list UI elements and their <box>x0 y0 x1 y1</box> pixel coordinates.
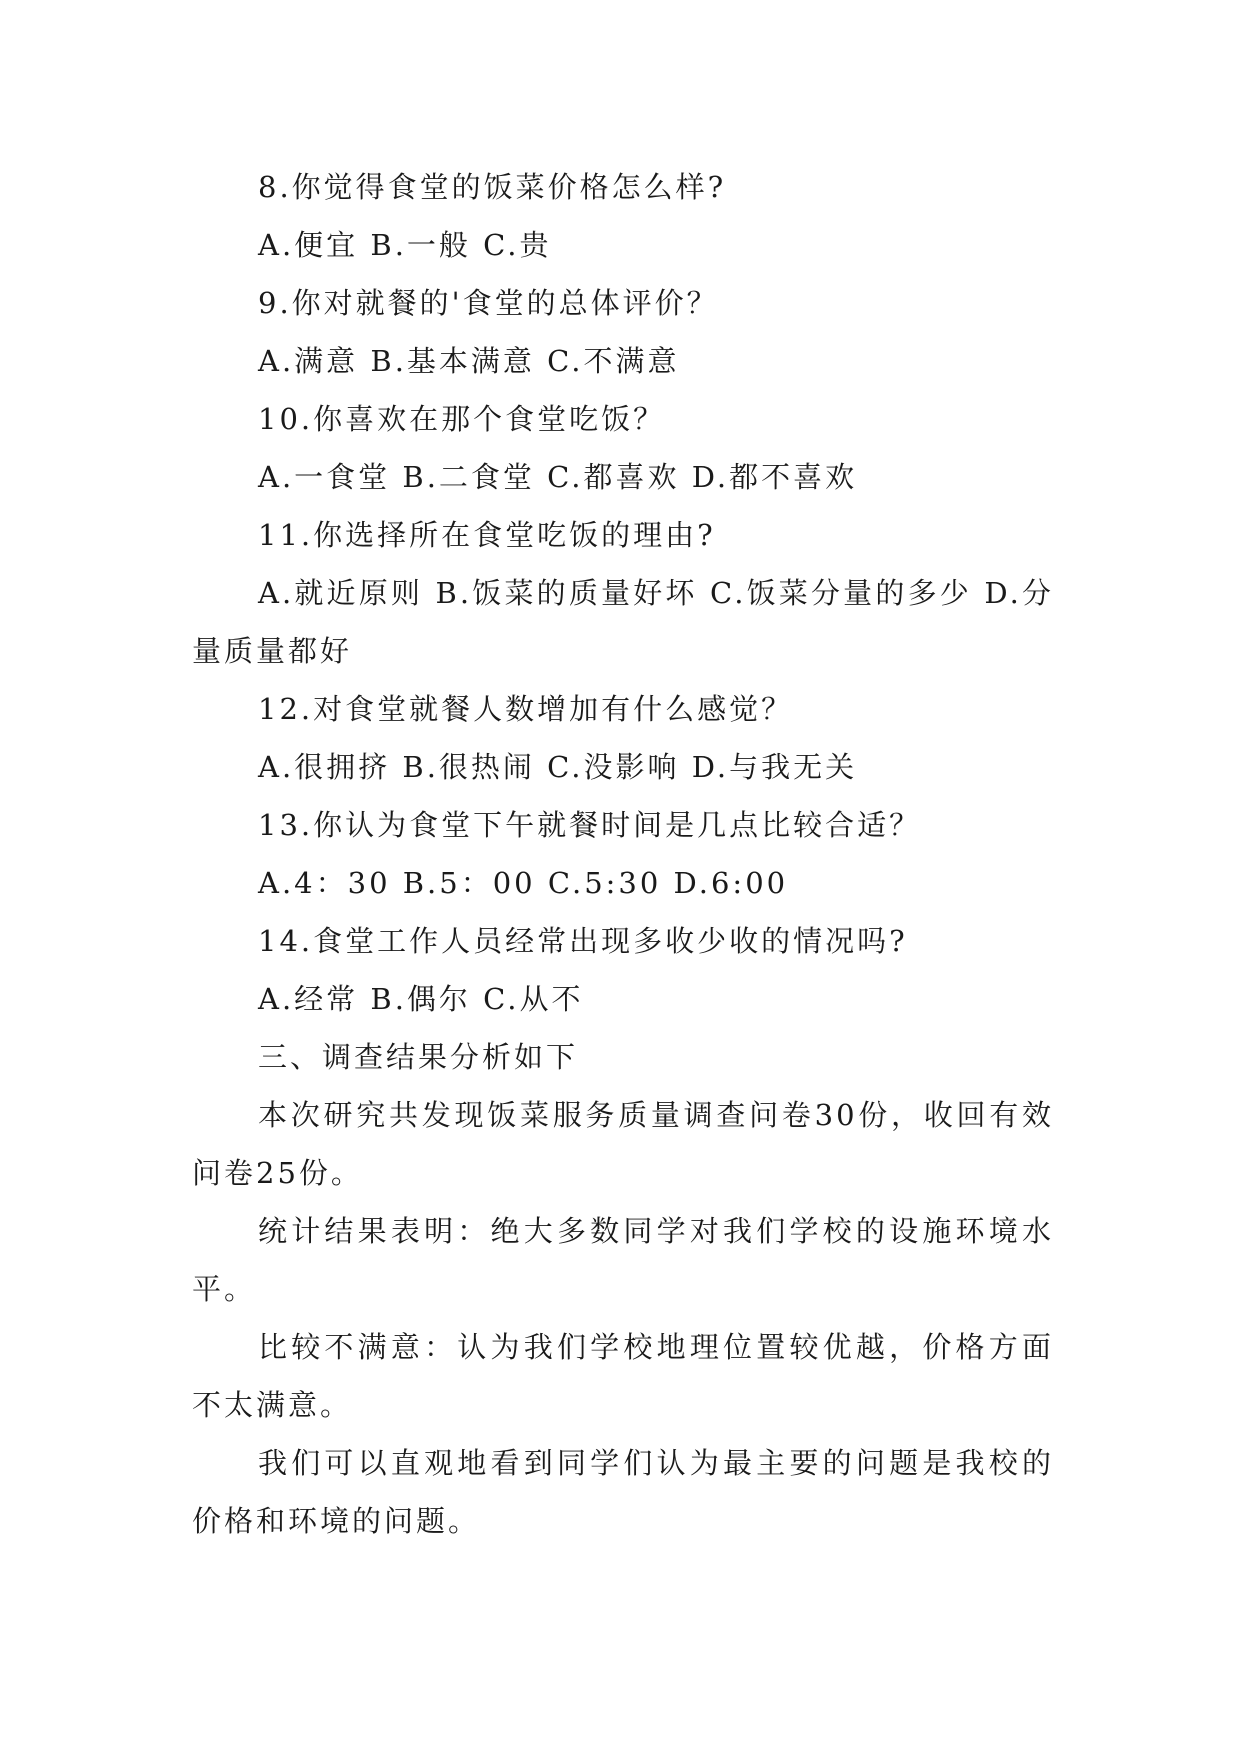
question-8-options: A.便宜 B.一般 C.贵 <box>258 228 552 262</box>
analysis-paragraph: 统计结果表明：绝大多数同学对我们学校的设施环境水平。 <box>192 1214 1054 1306</box>
question-12-options: A.很拥挤 B.很热闹 C.没影响 D.与我无关 <box>258 750 858 784</box>
question-12: 12.对食堂就餐人数增加有什么感觉？ <box>258 692 794 726</box>
question-13-options: A.4：30 B.5：00 C.5:30 D.6:00 <box>258 866 789 900</box>
analysis-paragraph: 我们可以直观地看到同学们认为最主要的问题是我校的价格和环境的问题。 <box>192 1446 1054 1538</box>
section-heading: 三、调查结果分析如下 <box>258 1040 579 1074</box>
question-13: 13.你认为食堂下午就餐时间是几点比较合适？ <box>258 808 922 842</box>
question-9-options: A.满意 B.基本满意 C.不满意 <box>258 344 680 378</box>
analysis-paragraph: 本次研究共发现饭菜服务质量调查问卷30份，收回有效问卷25份。 <box>192 1098 1054 1190</box>
analysis-paragraph: 比较不满意：认为我们学校地理位置较优越，价格方面不太满意。 <box>192 1330 1054 1422</box>
question-11-options: A.就近原则 B.饭菜的质量好坏 C.饭菜分量的多少 D.分量质量都好 <box>192 576 1054 668</box>
question-14: 14.食堂工作人员经常出现多收少收的情况吗? <box>258 924 908 958</box>
question-14-options: A.经常 B.偶尔 C.从不 <box>258 982 584 1016</box>
question-10: 10.你喜欢在那个食堂吃饭？ <box>258 402 666 436</box>
document-body <box>192 158 1054 1550</box>
question-9: 9.你对就餐的'食堂的总体评价？ <box>258 286 719 320</box>
question-11: 11.你选择所在食堂吃饭的理由? <box>258 518 716 552</box>
question-8: 8.你觉得食堂的饭菜价格怎么样? <box>258 170 727 204</box>
question-10-options: A.一食堂 B.二食堂 C.都喜欢 D.都不喜欢 <box>258 460 858 494</box>
